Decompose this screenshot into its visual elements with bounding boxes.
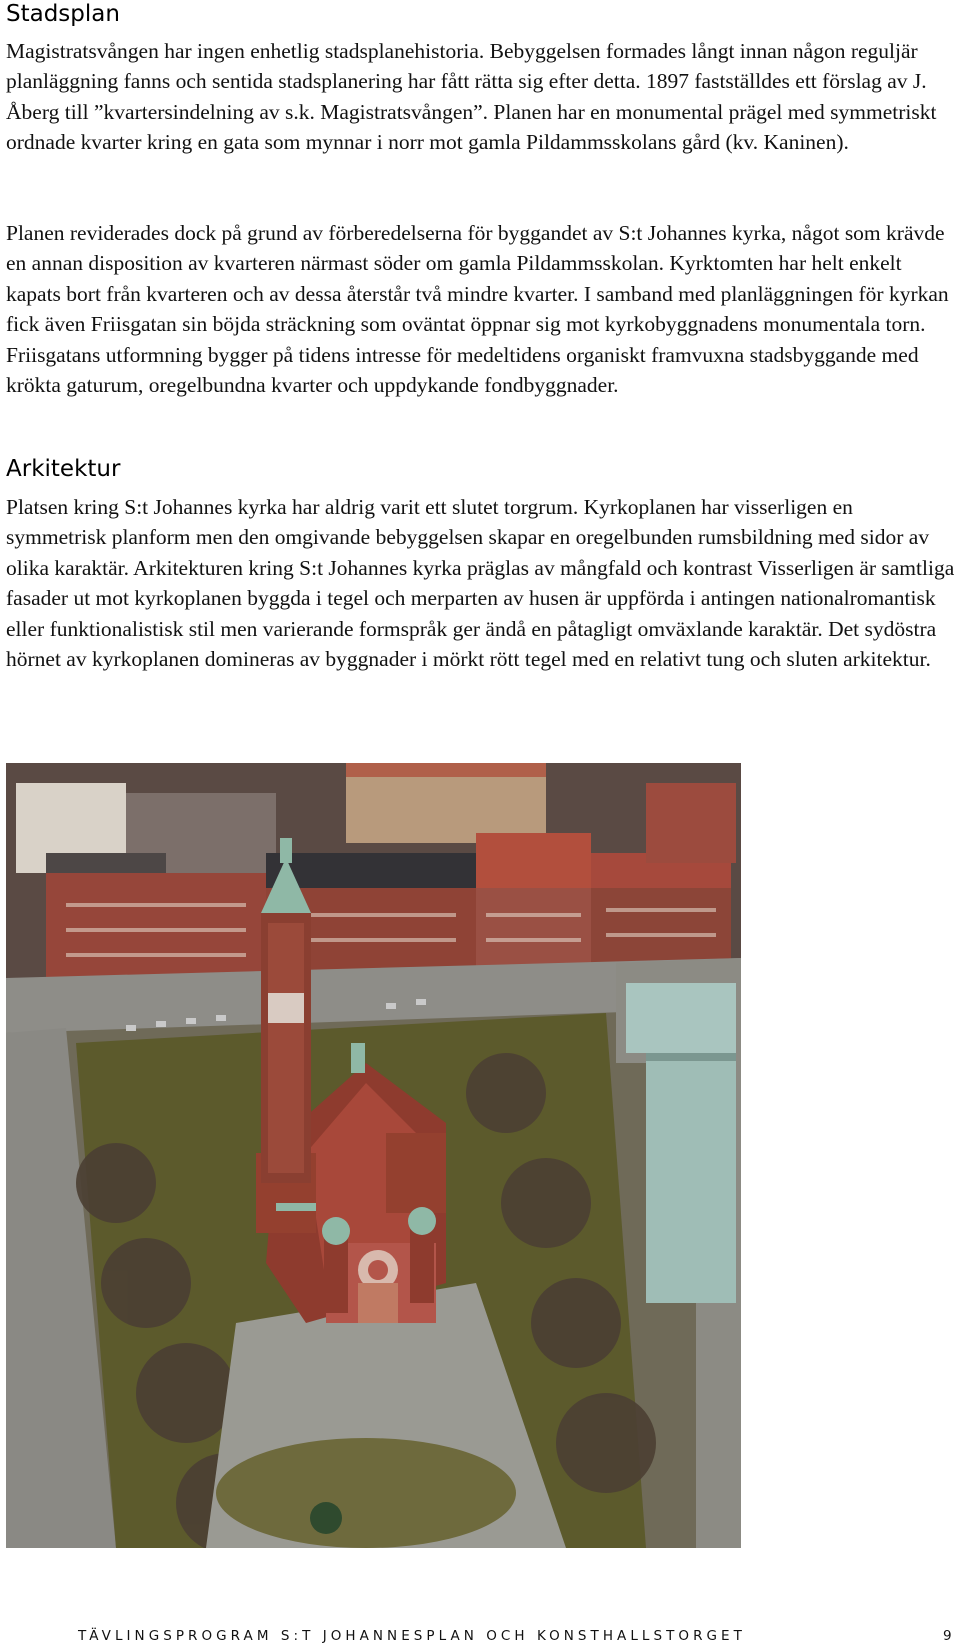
stadsplan-paragraph-1: Magistratsvången har ingen enhetlig stadsplanehistoria. Bebyggelsen formades långt innan någon reguljär planläggning fanns och sentida stadsplanering har fått rätta sig efter detta. 1897 fastställdes ett förslag av J. Åberg till ”kvartersindelning av s.k. Magistratsvången”. Planen har en monumental prägel med symmetriskt ordnade kvarter kring en gata som mynnar i norr mot gamla Pildammsskolans gård (kv. Kaninen). <box>6 39 937 155</box>
section-heading-arkitektur: Arkitektur <box>6 456 121 482</box>
footer-title: TÄVLINGSPROGRAM S:T JOHANNESPLAN OCH KONSTHALLSTORGET <box>78 1628 746 1644</box>
section-heading-stadsplan: Stadsplan <box>6 1 120 27</box>
stadsplan-paragraph-2: Planen reviderades dock på grund av förberedelserna för byggandet av S:t Johannes kyrka, något som krävde en annan disposition av kvarteren närmast söder om gamla Pildammsskolan. Kyrktomten har helt enkelt kapats bort från kvarteren och av dessa återstår två mindre kvarter. I samband med planläggningen för kyrkan fick även Friisgatan sin böjda sträckning som oväntat öppnar sig mot kyrkobyggnadens monumentala torn. Friisgatans utformning bygger på tidens intresse för medeltidens organiskt framvuxna stadsbyggande med krökta gaturum, oregelbundna kvarter och uppdykande fondbyggnader. <box>6 221 949 398</box>
aerial-photo-church <box>6 763 741 1548</box>
arkitektur-paragraph-1: Platsen kring S:t Johannes kyrka har aldrig varit ett slutet torgrum. Kyrkoplanen har visserligen en symmetrisk planform men den omgivande bebyggelsen skapar en oregelbunden rumsbildning med sidor av olika karaktär. Arkitekturen kring S:t Johannes kyrka präglas av mångfald och kontrast Visserligen är samtliga fasader ut mot kyrkoplanen byggda i tegel och merparten av husen är uppförda i antingen nationalromantisk eller funktionalistisk stil men varierande formspråk ger ändå en påtagligt omväxlande karaktär. Det sydöstra hörnet av kyrkoplanen domineras av byggnader i mörkt rött tegel med en relativt tung och sluten arkitektur. <box>6 495 955 672</box>
page-number: 9 <box>943 1628 952 1644</box>
